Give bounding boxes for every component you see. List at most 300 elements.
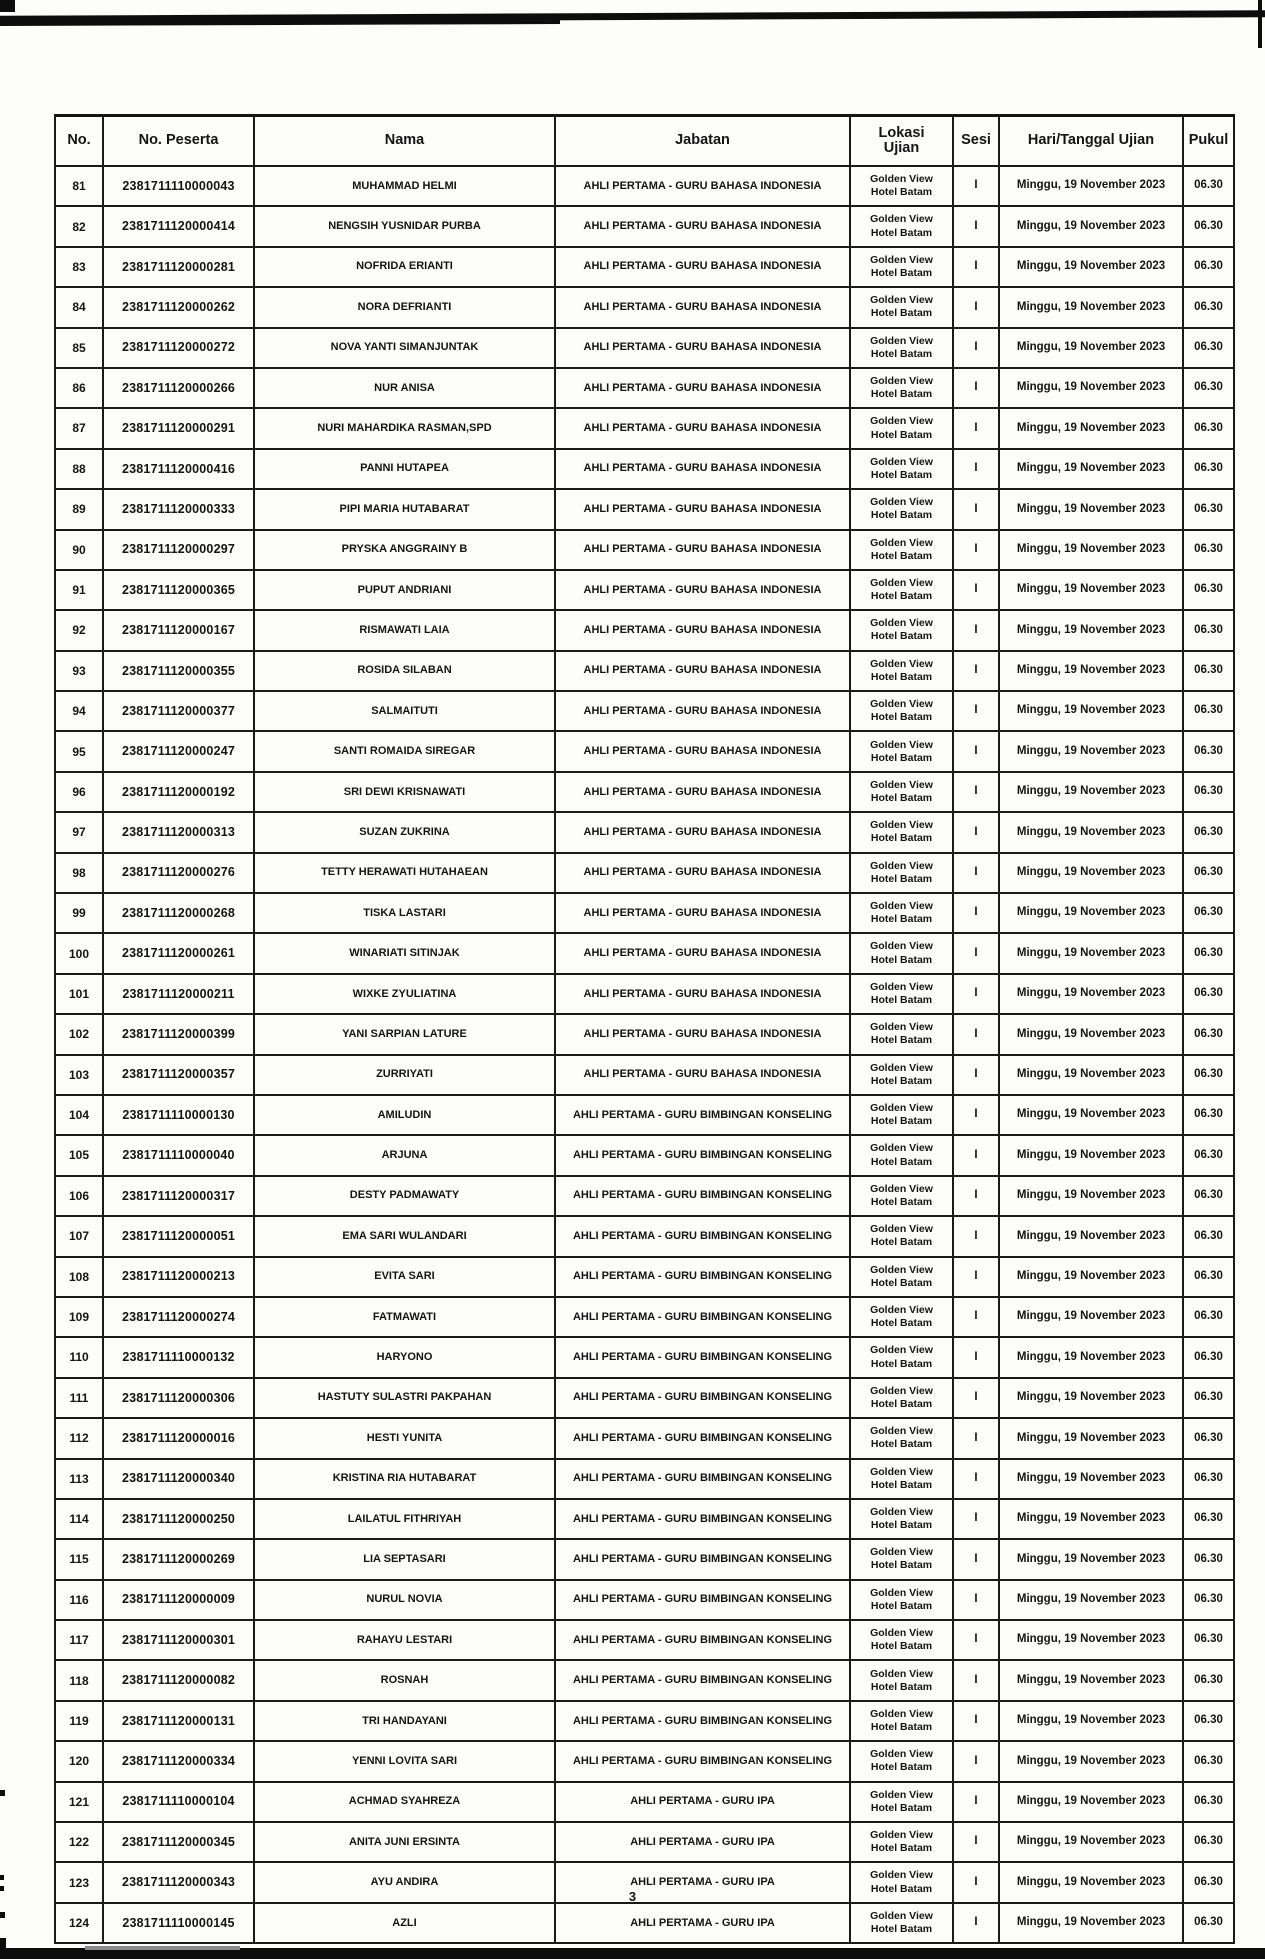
- cell-no: [55, 731, 103, 771]
- cell-nama: [254, 1135, 555, 1175]
- cell-nama-text: EMA SARI WULANDARI: [342, 1229, 467, 1242]
- cell-pukul: [1183, 812, 1234, 852]
- column-header-nama-label: Nama: [384, 132, 425, 149]
- cell-sesi: [953, 328, 999, 368]
- cell-tanggal: [999, 1014, 1183, 1054]
- cell-lokasi: [850, 974, 953, 1014]
- cell-tanggal: [999, 1135, 1183, 1175]
- cell-no: [55, 1378, 103, 1418]
- cell-lokasi: [850, 570, 953, 610]
- cell-jabatan-text: AHLI PERTAMA - GURU BAHASA INDONESIA: [583, 502, 822, 515]
- cell-pukul-text: 06.30: [1194, 502, 1223, 515]
- cell-sesi: [953, 691, 999, 731]
- cell-jabatan-text: AHLI PERTAMA - GURU BAHASA INDONESIA: [583, 785, 822, 798]
- cell-pukul: [1183, 166, 1234, 206]
- cell-peserta-text: 2381711120000268: [121, 905, 236, 920]
- cell-tanggal-text: Minggu, 19 November 2023: [1016, 1269, 1166, 1282]
- cell-no: [55, 610, 103, 650]
- cell-tanggal: [999, 530, 1183, 570]
- cell-lokasi-text: Golden View Hotel Batam: [870, 819, 933, 845]
- cell-peserta-text: 2381711120000276: [121, 865, 236, 880]
- cell-tanggal: [999, 1095, 1183, 1135]
- cell-sesi-text: I: [974, 704, 978, 717]
- cell-no-text: 98: [72, 865, 86, 880]
- cell-peserta-text: 2381711120000297: [121, 542, 236, 557]
- cell-nama: [254, 166, 555, 206]
- cell-pukul-text: 06.30: [1194, 1391, 1223, 1404]
- cell-no: [55, 974, 103, 1014]
- cell-no-text: 91: [72, 583, 86, 598]
- cell-peserta: [103, 1095, 254, 1135]
- cell-tanggal: [999, 1055, 1183, 1095]
- cell-nama: [254, 1620, 555, 1660]
- cell-pukul-text: 06.30: [1194, 1835, 1223, 1848]
- scan-mark-left-4: [0, 1912, 5, 1918]
- cell-jabatan: [555, 1580, 850, 1620]
- cell-peserta: [103, 1378, 254, 1418]
- cell-no-text: 110: [69, 1350, 89, 1365]
- cell-no-text: 122: [68, 1835, 90, 1850]
- cell-jabatan: [555, 651, 850, 691]
- table-row: [55, 812, 1234, 852]
- cell-peserta: [103, 166, 254, 206]
- cell-sesi: [953, 1014, 999, 1054]
- cell-pukul-text: 06.30: [1194, 906, 1223, 919]
- cell-lokasi-text: Golden View Hotel Batam: [870, 496, 933, 522]
- table-row: [55, 731, 1234, 771]
- cell-peserta: [103, 489, 254, 529]
- cell-peserta-text: 2381711120000340: [121, 1471, 236, 1486]
- cell-no: [55, 1701, 103, 1741]
- cell-no: [55, 651, 103, 691]
- cell-jabatan: [555, 206, 850, 246]
- cell-no: [55, 853, 103, 893]
- cell-pukul-text: 06.30: [1194, 1068, 1223, 1080]
- cell-sesi-text: I: [974, 219, 978, 232]
- cell-peserta-text: 2381711120000261: [121, 946, 236, 961]
- cell-lokasi: [850, 408, 953, 448]
- cell-nama-text: FATMAWATI: [372, 1310, 437, 1323]
- cell-tanggal-text: Minggu, 19 November 2023: [1016, 1875, 1166, 1888]
- cell-no-text: 101: [68, 986, 90, 1001]
- cell-pukul: [1183, 206, 1234, 246]
- cell-lokasi: [850, 1822, 953, 1862]
- cell-peserta: [103, 1782, 254, 1822]
- cell-pukul: [1183, 772, 1234, 812]
- cell-jabatan-text: AHLI PERTAMA - GURU BAHASA INDONESIA: [583, 987, 822, 1000]
- cell-nama: [254, 570, 555, 610]
- cell-pukul: [1183, 1297, 1234, 1337]
- cell-nama: [254, 1822, 555, 1862]
- cell-peserta: [103, 247, 254, 287]
- cell-pukul-text: 06.30: [1194, 1189, 1223, 1202]
- cell-nama-text: TISKA LASTARI: [363, 906, 446, 919]
- column-header-lokasi: [850, 116, 953, 167]
- cell-no: [55, 1176, 103, 1216]
- cell-pukul: [1183, 1782, 1234, 1822]
- cell-jabatan: [555, 166, 850, 206]
- table-row: [55, 1055, 1234, 1095]
- cell-peserta: [103, 1297, 254, 1337]
- cell-peserta-text: 2381711110000104: [122, 1794, 235, 1809]
- cell-no: [55, 530, 103, 570]
- cell-peserta-text: 2381711120000333: [121, 501, 236, 516]
- cell-nama: [254, 853, 555, 893]
- cell-lokasi: [850, 893, 953, 933]
- cell-no-text: 107: [68, 1229, 90, 1244]
- cell-tanggal-text: Minggu, 19 November 2023: [1016, 1593, 1166, 1606]
- cell-peserta: [103, 1822, 254, 1862]
- cell-tanggal: [999, 449, 1183, 489]
- cell-nama: [254, 933, 555, 973]
- cell-jabatan: [555, 731, 850, 771]
- cell-no-text: 84: [72, 300, 86, 315]
- cell-lokasi-text: Golden View Hotel Batam: [870, 657, 933, 683]
- cell-peserta-text: 2381711120000272: [121, 340, 236, 355]
- cell-nama-text: NOFRIDA ERIANTI: [356, 260, 453, 273]
- cell-lokasi-text: Golden View Hotel Batam: [870, 1142, 933, 1168]
- cell-lokasi-text: Golden View Hotel Batam: [870, 576, 933, 603]
- cell-jabatan: [555, 1459, 850, 1499]
- cell-nama-text: NOVA YANTI SIMANJUNTAK: [330, 341, 479, 354]
- cell-pukul: [1183, 1660, 1234, 1700]
- cell-peserta-text: 2381711120000274: [121, 1309, 236, 1324]
- cell-tanggal: [999, 1257, 1183, 1297]
- cell-sesi-text: I: [974, 1148, 978, 1161]
- cell-sesi: [953, 974, 999, 1014]
- cell-no-text: 120: [68, 1754, 90, 1769]
- cell-lokasi-text: Golden View Hotel Batam: [870, 1707, 933, 1734]
- table-row: [55, 1903, 1234, 1943]
- cell-no-text: 88: [72, 461, 86, 476]
- cell-jabatan: [555, 1014, 850, 1054]
- cell-pukul-text: 06.30: [1194, 744, 1223, 757]
- cell-jabatan: [555, 368, 850, 408]
- column-header-no-label: No.: [67, 132, 91, 149]
- cell-no-text: 102: [68, 1027, 90, 1042]
- cell-jabatan-text: AHLI PERTAMA - GURU BAHASA INDONESIA: [583, 220, 822, 233]
- cell-peserta-text: 2381711120000211: [122, 986, 235, 1001]
- cell-tanggal: [999, 206, 1183, 246]
- cell-lokasi-text: Golden View Hotel Batam: [870, 1344, 933, 1370]
- cell-tanggal-text: Minggu, 19 November 2023: [1016, 1189, 1166, 1202]
- cell-no-text: 87: [72, 421, 86, 436]
- cell-pukul-text: 06.30: [1194, 1875, 1223, 1888]
- cell-tanggal: [999, 610, 1183, 650]
- table-row: [55, 328, 1234, 368]
- cell-no-text: 95: [72, 744, 86, 759]
- cell-tanggal-text: Minggu, 19 November 2023: [1016, 542, 1166, 555]
- cell-jabatan-text: AHLI PERTAMA - GURU BIMBINGAN KONSELING: [572, 1431, 833, 1444]
- cell-nama-text: AYU ANDIRA: [370, 1876, 439, 1889]
- cell-tanggal-text: Minggu, 19 November 2023: [1016, 946, 1166, 959]
- cell-jabatan: [555, 812, 850, 852]
- cell-pukul-text: 06.30: [1194, 1229, 1223, 1242]
- cell-sesi: [953, 610, 999, 650]
- cell-jabatan-text: AHLI PERTAMA - GURU BIMBINGAN KONSELING: [572, 1512, 833, 1525]
- table-row: [55, 1418, 1234, 1458]
- cell-pukul-text: 06.30: [1194, 1714, 1223, 1727]
- cell-no: [55, 1014, 103, 1054]
- cell-sesi-text: I: [974, 1027, 978, 1040]
- cell-no-text: 96: [72, 784, 86, 799]
- cell-pukul-text: 06.30: [1194, 1754, 1223, 1767]
- cell-pukul-text: 06.30: [1194, 1027, 1223, 1040]
- cell-pukul: [1183, 691, 1234, 731]
- cell-sesi-text: I: [974, 542, 978, 555]
- cell-pukul: [1183, 408, 1234, 448]
- cell-lokasi: [850, 1499, 953, 1539]
- cell-nama-text: AMILUDIN: [377, 1108, 432, 1121]
- cell-lokasi: [850, 772, 953, 812]
- cell-peserta-text: 2381711120000262: [121, 299, 236, 314]
- cell-sesi: [953, 1176, 999, 1216]
- cell-sesi: [953, 489, 999, 529]
- cell-jabatan-text: AHLI PERTAMA - GURU BIMBINGAN KONSELING: [572, 1391, 833, 1404]
- cell-peserta-text: 2381711120000051: [121, 1228, 236, 1243]
- cell-sesi: [953, 1055, 999, 1095]
- cell-sesi-text: I: [974, 866, 978, 879]
- cell-jabatan-text: AHLI PERTAMA - GURU BIMBINGAN KONSELING: [572, 1593, 833, 1606]
- cell-lokasi-text: Golden View Hotel Batam: [870, 375, 933, 401]
- cell-no-text: 82: [72, 219, 86, 234]
- cell-jabatan-text: AHLI PERTAMA - GURU IPA: [630, 1795, 775, 1808]
- cell-tanggal: [999, 691, 1183, 731]
- table-row: [55, 287, 1234, 327]
- column-header-peserta-label: No. Peserta: [138, 132, 219, 149]
- cell-no: [55, 1418, 103, 1458]
- cell-tanggal: [999, 1660, 1183, 1700]
- cell-nama: [254, 1257, 555, 1297]
- cell-sesi-text: I: [974, 1593, 978, 1606]
- cell-jabatan-text: AHLI PERTAMA - GURU BAHASA INDONESIA: [583, 745, 822, 758]
- cell-lokasi: [850, 206, 953, 246]
- cell-tanggal-text: Minggu, 19 November 2023: [1016, 179, 1166, 192]
- cell-jabatan-text: AHLI PERTAMA - GURU BAHASA INDONESIA: [583, 906, 822, 919]
- cell-sesi-text: I: [974, 1673, 978, 1686]
- cell-tanggal: [999, 287, 1183, 327]
- cell-nama: [254, 1701, 555, 1741]
- cell-no-text: 89: [72, 502, 86, 517]
- cell-jabatan: [555, 530, 850, 570]
- table-row: [55, 489, 1234, 529]
- cell-sesi: [953, 1378, 999, 1418]
- cell-peserta-text: 2381711120000281: [121, 259, 236, 274]
- cell-peserta-text: 2381711120000357: [121, 1067, 236, 1082]
- cell-sesi-text: I: [974, 1310, 978, 1323]
- cell-no-text: 116: [69, 1592, 89, 1607]
- cell-sesi-text: I: [974, 623, 978, 636]
- cell-tanggal: [999, 489, 1183, 529]
- cell-jabatan-text: AHLI PERTAMA - GURU IPA: [630, 1835, 775, 1848]
- table-row: [55, 772, 1234, 812]
- cell-pukul: [1183, 1257, 1234, 1297]
- cell-lokasi: [850, 1418, 953, 1458]
- cell-pukul: [1183, 1539, 1234, 1579]
- cell-no-text: 113: [69, 1471, 89, 1486]
- cell-tanggal: [999, 1539, 1183, 1579]
- cell-peserta: [103, 368, 254, 408]
- cell-tanggal: [999, 1620, 1183, 1660]
- cell-nama: [254, 408, 555, 448]
- cell-peserta-text: 2381711120000377: [121, 703, 236, 718]
- cell-peserta-text: 2381711120000416: [121, 461, 236, 476]
- cell-jabatan-text: AHLI PERTAMA - GURU BIMBINGAN KONSELING: [572, 1552, 833, 1565]
- cell-lokasi-text: Golden View Hotel Batam: [870, 173, 933, 199]
- cell-no: [55, 1499, 103, 1539]
- cell-jabatan-text: AHLI PERTAMA - GURU BAHASA INDONESIA: [583, 947, 822, 960]
- cell-sesi: [953, 1337, 999, 1377]
- page-number: 3: [628, 1889, 637, 1904]
- cell-pukul: [1183, 1378, 1234, 1418]
- cell-lokasi: [850, 651, 953, 691]
- cell-tanggal-text: Minggu, 19 November 2023: [1016, 1633, 1166, 1646]
- cell-tanggal-text: Minggu, 19 November 2023: [1016, 1754, 1166, 1767]
- cell-nama: [254, 893, 555, 933]
- cell-sesi-text: I: [974, 421, 978, 434]
- cell-tanggal: [999, 812, 1183, 852]
- cell-sesi-text: I: [974, 381, 978, 394]
- cell-lokasi-text: Golden View Hotel Batam: [870, 617, 933, 643]
- cell-peserta: [103, 974, 254, 1014]
- cell-peserta: [103, 812, 254, 852]
- table-row: [55, 1459, 1234, 1499]
- cell-nama: [254, 691, 555, 731]
- cell-sesi-text: I: [974, 1189, 978, 1202]
- cell-pukul-text: 06.30: [1194, 825, 1223, 838]
- cell-pukul-text: 06.30: [1194, 1633, 1223, 1646]
- cell-lokasi-text: Golden View Hotel Batam: [870, 778, 933, 805]
- cell-nama: [254, 610, 555, 650]
- table-row: [55, 247, 1234, 287]
- cell-pukul: [1183, 1176, 1234, 1216]
- cell-jabatan-text: AHLI PERTAMA - GURU BAHASA INDONESIA: [583, 825, 822, 838]
- cell-no-text: 85: [72, 340, 86, 355]
- cell-nama-text: HARYONO: [376, 1351, 433, 1364]
- cell-peserta-text: 2381711120000414: [121, 219, 236, 234]
- table-row: [55, 610, 1234, 650]
- cell-nama-text: HESTI YUNITA: [366, 1431, 443, 1444]
- cell-pukul: [1183, 1620, 1234, 1660]
- cell-tanggal-text: Minggu, 19 November 2023: [1016, 381, 1166, 394]
- cell-peserta-text: 2381711120000306: [121, 1390, 236, 1405]
- cell-no-text: 93: [72, 663, 86, 678]
- cell-no-text: 121: [68, 1794, 90, 1809]
- cell-no: [55, 247, 103, 287]
- cell-no-text: 117: [69, 1633, 89, 1648]
- table-row: [55, 691, 1234, 731]
- cell-lokasi: [850, 489, 953, 529]
- cell-peserta-text: 2381711120000365: [121, 582, 236, 597]
- cell-lokasi-text: Golden View Hotel Batam: [870, 1465, 933, 1491]
- cell-peserta: [103, 1580, 254, 1620]
- cell-sesi: [953, 206, 999, 246]
- cell-nama-text: NURI MAHARDIKA RASMAN,SPD: [317, 422, 492, 435]
- cell-peserta: [103, 1539, 254, 1579]
- cell-pukul: [1183, 651, 1234, 691]
- cell-peserta-text: 2381711120000250: [121, 1511, 236, 1526]
- cell-tanggal: [999, 893, 1183, 933]
- cell-tanggal-text: Minggu, 19 November 2023: [1016, 1916, 1166, 1929]
- cell-tanggal: [999, 772, 1183, 812]
- cell-sesi: [953, 1701, 999, 1741]
- cell-nama: [254, 328, 555, 368]
- cell-tanggal-text: Minggu, 19 November 2023: [1016, 825, 1166, 838]
- cell-tanggal-text: Minggu, 19 November 2023: [1016, 785, 1166, 798]
- cell-lokasi: [850, 328, 953, 368]
- cell-tanggal: [999, 1822, 1183, 1862]
- cell-tanggal-text: Minggu, 19 November 2023: [1016, 1673, 1166, 1686]
- cell-tanggal-text: Minggu, 19 November 2023: [1016, 1552, 1166, 1565]
- cell-jabatan-text: AHLI PERTAMA - GURU BIMBINGAN KONSELING: [572, 1754, 833, 1767]
- cell-peserta-text: 2381711110000130: [122, 1107, 235, 1122]
- cell-peserta: [103, 1499, 254, 1539]
- cell-pukul-text: 06.30: [1194, 1471, 1223, 1484]
- cell-no: [55, 1660, 103, 1700]
- cell-pukul-text: 06.30: [1194, 785, 1223, 798]
- cell-jabatan: [555, 1055, 850, 1095]
- cell-sesi: [953, 530, 999, 570]
- cell-jabatan-text: AHLI PERTAMA - GURU BIMBINGAN KONSELING: [572, 1472, 833, 1485]
- table-row: [55, 1660, 1234, 1700]
- cell-jabatan-text: AHLI PERTAMA - GURU BIMBINGAN KONSELING: [572, 1108, 833, 1121]
- cell-sesi-text: I: [974, 300, 978, 313]
- cell-jabatan: [555, 1741, 850, 1781]
- cell-jabatan-text: AHLI PERTAMA - GURU BAHASA INDONESIA: [583, 866, 822, 879]
- cell-tanggal-text: Minggu, 19 November 2023: [1016, 866, 1166, 879]
- cell-nama-text: PANNI HUTAPEA: [360, 462, 449, 475]
- table-header-row: [55, 116, 1234, 167]
- cell-no: [55, 166, 103, 206]
- cell-nama-text: PUPUT ANDRIANI: [357, 583, 452, 596]
- cell-no-text: 104: [68, 1108, 90, 1123]
- cell-pukul: [1183, 1459, 1234, 1499]
- cell-nama-text: HASTUTY SULASTRI PAKPAHAN: [317, 1391, 492, 1404]
- cell-no: [55, 408, 103, 448]
- cell-no: [55, 449, 103, 489]
- cell-lokasi-text: Golden View Hotel Batam: [870, 1748, 933, 1774]
- cell-pukul: [1183, 1822, 1234, 1862]
- cell-peserta: [103, 933, 254, 973]
- cell-pukul-text: 06.30: [1194, 219, 1223, 232]
- cell-no: [55, 570, 103, 610]
- cell-jabatan: [555, 1701, 850, 1741]
- cell-sesi-text: I: [974, 340, 978, 353]
- cell-nama: [254, 287, 555, 327]
- cell-jabatan-text: AHLI PERTAMA - GURU BAHASA INDONESIA: [583, 260, 822, 273]
- cell-sesi-text: I: [974, 1754, 978, 1767]
- cell-jabatan: [555, 449, 850, 489]
- cell-peserta: [103, 570, 254, 610]
- scan-mark-left-2: [0, 1875, 4, 1880]
- cell-lokasi: [850, 1459, 953, 1499]
- cell-lokasi: [850, 530, 953, 570]
- cell-peserta-text: 2381711120000343: [121, 1875, 236, 1890]
- cell-peserta: [103, 1660, 254, 1700]
- cell-sesi-text: I: [974, 906, 978, 919]
- cell-tanggal-text: Minggu, 19 November 2023: [1016, 583, 1166, 596]
- cell-tanggal: [999, 1418, 1183, 1458]
- cell-pukul-text: 06.30: [1194, 542, 1223, 555]
- cell-lokasi-text: Golden View Hotel Batam: [870, 1505, 933, 1532]
- cell-tanggal: [999, 247, 1183, 287]
- cell-peserta: [103, 731, 254, 771]
- column-header-sesi-label: Sesi: [961, 132, 991, 149]
- cell-pukul: [1183, 1418, 1234, 1458]
- cell-jabatan: [555, 1418, 850, 1458]
- cell-no: [55, 893, 103, 933]
- cell-lokasi-text: Golden View Hotel Batam: [870, 1223, 933, 1249]
